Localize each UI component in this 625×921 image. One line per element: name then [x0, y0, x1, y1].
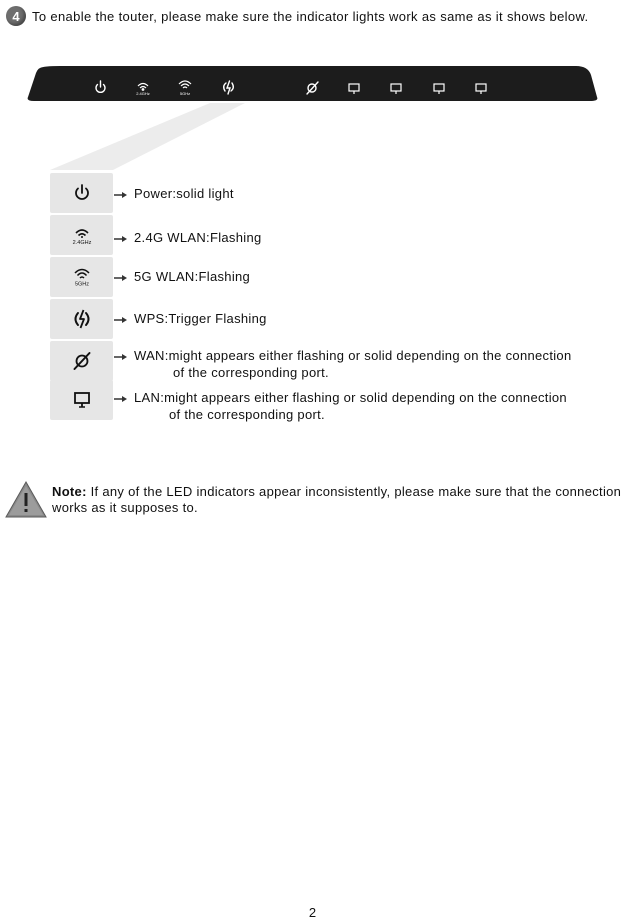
wan-cell — [50, 341, 113, 381]
page-number: 2 — [308, 905, 317, 920]
wan-icon — [71, 350, 93, 372]
band-5-cell-label: 5GHz — [74, 281, 89, 288]
lan-cell — [50, 380, 113, 420]
indicator-row-power — [112, 186, 234, 203]
indicator-row-wan — [112, 348, 572, 380]
band-5-label: 5GHz — [179, 91, 191, 96]
indicator-row-lan — [112, 390, 567, 422]
warning-icon — [4, 480, 48, 520]
note-body: If any of the LED indicators appear inconsistently, please make sure that the connection works as it supposes to. — [52, 484, 622, 515]
arrow-right-icon — [112, 270, 130, 286]
lan-icon — [71, 389, 93, 411]
step-instruction: To enable the touter, please make sure the indicator lights work as same as it shows below. — [32, 8, 589, 24]
indicator-row-wps — [112, 311, 267, 328]
indicator-description: LAN:might appears either flashing or solid depending on the connection — [134, 390, 567, 405]
band-24-label: 2.4GHz — [136, 91, 150, 96]
note-label: Note: — [52, 484, 87, 499]
arrow-right-icon — [112, 349, 130, 365]
wifi-5ghz-icon — [69, 266, 95, 288]
indicator-description: 5G WLAN:Flashing — [134, 269, 251, 284]
step-number-badge: 4 — [6, 6, 26, 26]
indicator-description-cont: of the corresponding port. — [173, 365, 329, 380]
arrow-right-icon — [112, 312, 130, 328]
indicator-description: WPS:Trigger Flashing — [134, 311, 267, 326]
arrow-right-icon — [112, 391, 130, 407]
indicator-row-wifi-5 — [112, 269, 251, 286]
wifi-2-4ghz-icon — [69, 224, 95, 246]
power-icon — [72, 183, 92, 203]
indicator-row-wifi-24 — [112, 230, 262, 247]
arrow-right-icon — [112, 231, 130, 247]
power-cell — [50, 173, 113, 213]
indicator-icon-panel — [50, 160, 113, 422]
band-24-cell-label: 2.4GHz — [72, 240, 91, 246]
wifi-5-cell — [50, 257, 113, 297]
indicator-description: 2.4G WLAN:Flashing — [134, 230, 262, 245]
indicator-description: WAN:might appears either flashing or solid depending on the connection — [134, 348, 572, 363]
wifi-24-cell — [50, 215, 113, 255]
note-text — [52, 484, 622, 516]
wps-cell — [50, 299, 113, 339]
arrow-right-icon — [112, 187, 130, 203]
router-front-panel — [0, 0, 625, 110]
wps-icon — [71, 308, 93, 330]
indicator-description-cont: of the corresponding port. — [169, 407, 325, 422]
indicator-description: Power:solid light — [134, 186, 234, 201]
